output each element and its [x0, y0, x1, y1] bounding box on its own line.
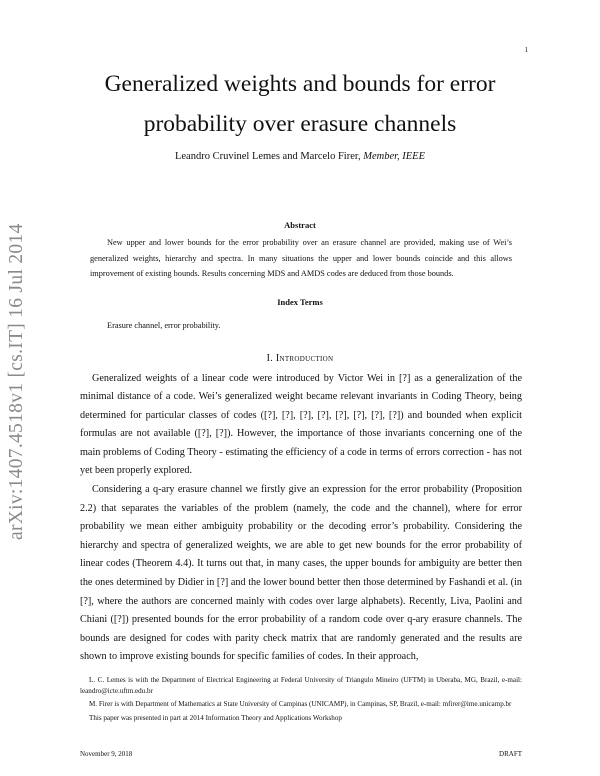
abstract-text: New upper and lower bounds for the error probability over an erasure channel are provided, making use of Wei’s generalized weights, hierarchy and spectra. In many situations the upper and lower bounds coincide and this allows improvement of existing bounds. Results concerning MDS and AMDS codes are deduced from those bounds. [90, 238, 512, 278]
index-terms-heading: Index Terms [277, 296, 323, 307]
paragraph: Generalized weights of a linear code were introduced by Victor Wei in [?] as a generalization of the minimal distance of a code. Wei’s generalized weight became relevant invariants in Coding Theory, being determined for particular classes of codes ([?], [?], [?], [?], [?], [?], [?], [?]) and bounded when explicit formulas are not available ([?], [?]). However, the importance of those invariants concerning one of the main problems of Coding Theory - estimating the efficiency of a code in terms of errors correction - has not yet been properly explored. [80, 372, 522, 477]
footnotes [80, 675, 522, 726]
page-number: 1 [524, 46, 528, 54]
footnote: L. C. Lemes is with the Department of Electrical Engineering at Federal University of Triangulo Mineiro (UFTM) in Uberaba, MG, Brazil, e-mail: leandro@icte.uftm.edu.br [80, 676, 522, 696]
footnote: M. Firer is with Department of Mathematics at State University of Campinas (UNICAMP), in Campinas, SP, Brazil, e-mail: mfirer@ime.unicamp.br [89, 700, 512, 709]
page-content [60, 64, 540, 726]
authors [60, 150, 540, 164]
title-line-2: probability over erasure channels [143, 111, 457, 137]
author-names: Leandro Cruvinel Lemes and Marcelo Firer, [174, 151, 361, 162]
paper-title [60, 64, 540, 144]
section-title: Introduction [275, 352, 334, 364]
footnote: This paper was presented in part at 2014 Information Theory and Applications Workshop [89, 713, 342, 722]
body-text [80, 370, 522, 668]
footer-date: November 9, 2018 [80, 750, 133, 758]
author-membership: Member, IEEE [363, 151, 426, 162]
section-number: I. [266, 352, 274, 364]
footer-draft-label: DRAFT [499, 750, 522, 758]
paragraph: Considering a q-ary erasure channel we firstly give an expression for the error probability (Proposition 2.2) that separates the variables of the problem (namely, the code and the channel), where for error probability we mean either ambiguity probability or the decoding error’s probability. Considering the hierarchy and spectra of generalized weights, we are able to get new bounds for the error probability of linear codes (Theorem 4.4). It turns out that, in many cases, the upper bounds for ambiguity are better then the ones determined by Didier in [?] and the lower bound better then those determined by Fashandi et al. (in [?], where the authors are concerned mainly with codes over large alphabets). Recently, Liva, Paolini and Chiani ([?]) presented bounds for the error probability of a random code over q-ary erasure channels. The bounds are designed for codes with parity check matrix that are randomly generated and the results are shown to improve existing bounds for specific families of codes. In their approach, [80, 484, 522, 663]
index-terms-text: Erasure channel, error probability. [107, 320, 221, 330]
arxiv-stamp: arXiv:1407.4518v1 [cs.IT] 16 Jul 2014 [6, 223, 27, 540]
title-line-1: Generalized weights and bounds for error [104, 71, 496, 97]
abstract-heading: Abstract [284, 220, 316, 230]
section-heading [60, 352, 540, 366]
